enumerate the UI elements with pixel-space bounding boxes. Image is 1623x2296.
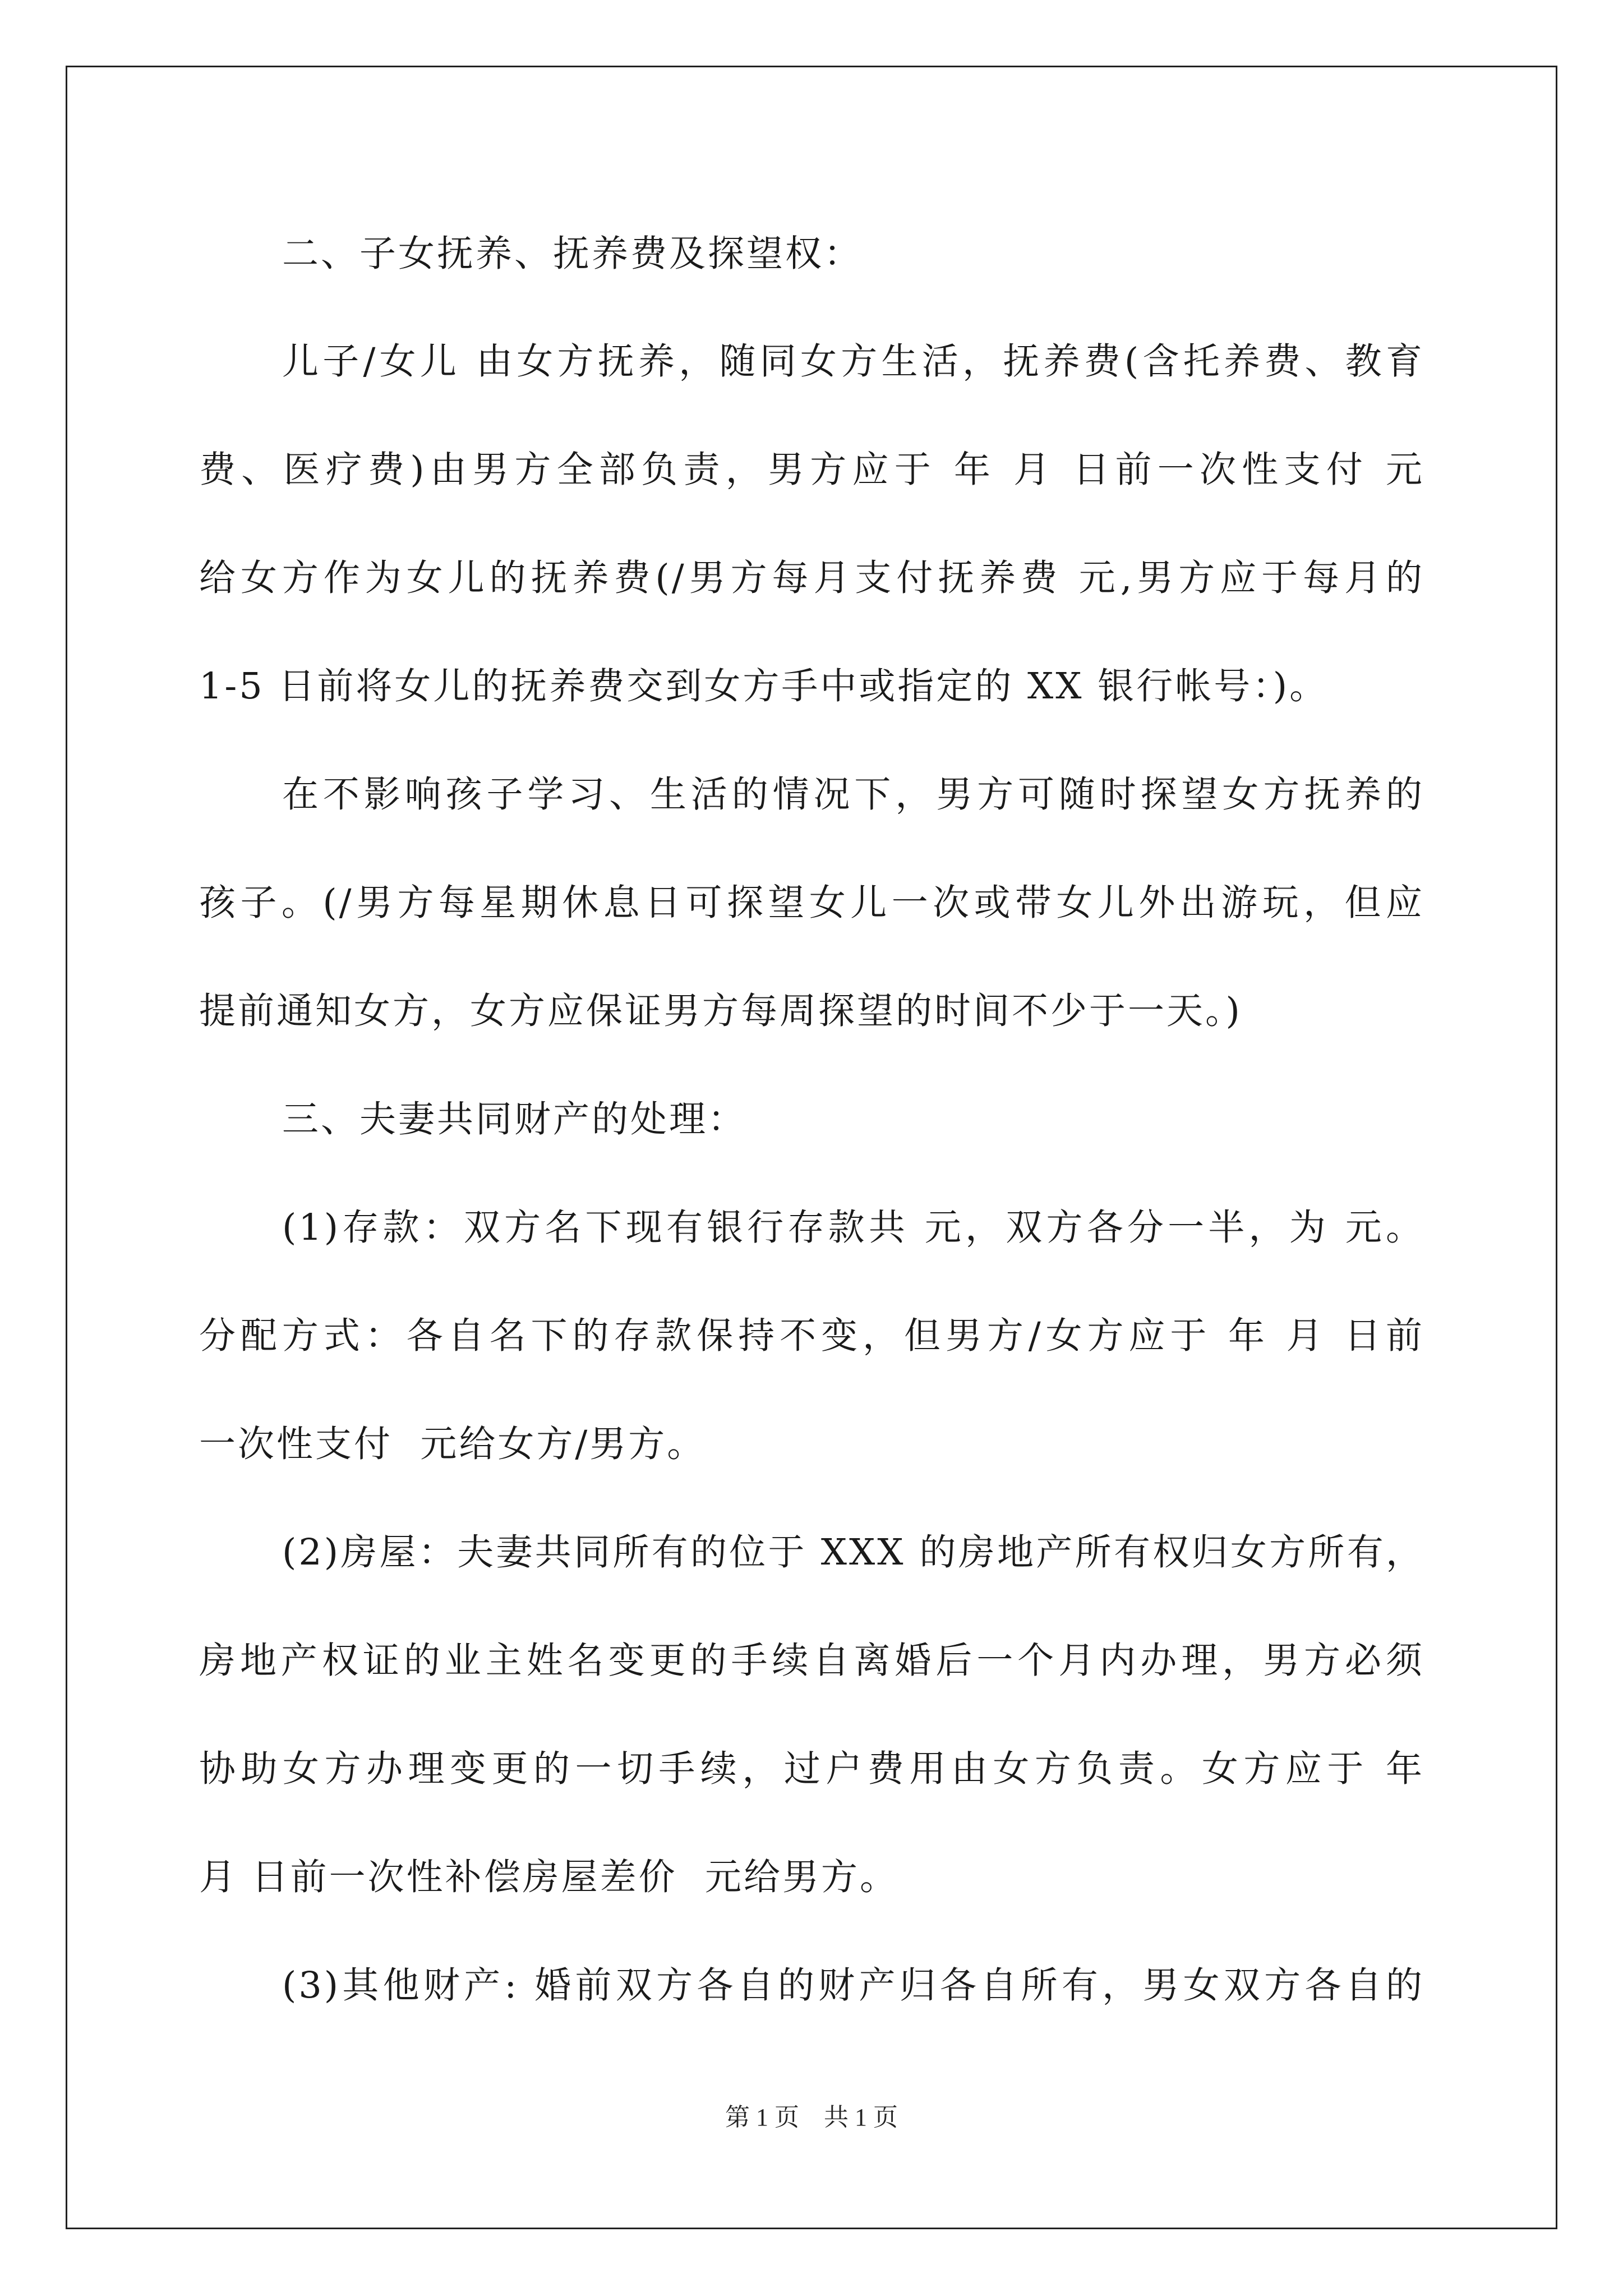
page-number-footer: 第 1 页 共 1 页 [725, 2104, 898, 2131]
section-heading-property: 三、夫妻共同财产的处理： [282, 1098, 747, 1140]
paragraph-line: (2)房屋：夫妻共同所有的位于 XXX 的房地产所有权归女方所有， [282, 1531, 1424, 1573]
paragraph-line: 在不影响孩子学习、生活的情况下，男方可随时探望女方抚养的 [282, 774, 1424, 816]
paragraph-line: (3)其他财产: 婚前双方各自的财产归各自所有，男女双方各自的 [282, 1964, 1424, 2007]
paragraph-line: 儿子/女儿 由女方抚养，随同女方生活，抚养费(含托养费、教育 [282, 341, 1424, 383]
paragraph-line: (1)存款：双方名下现有银行存款共 元，双方各分一半，为 元。 [282, 1207, 1424, 1249]
paragraph-line: 一次性支付 元给女方/男方。 [199, 1423, 706, 1465]
document-body [199, 168, 1424, 2009]
paragraph-line: 给女方作为女儿的抚养费(/男方每月支付抚养费 元,男方应于每月的 [199, 557, 1424, 599]
paragraph-line: 孩子。(/男方每星期休息日可探望女儿一次或带女儿外出游玩，但应 [199, 882, 1424, 924]
paragraph-line: 费、医疗费)由男方全部负责，男方应于 年 月 日前一次性支付 元 [199, 449, 1424, 491]
section-heading-custody: 二、子女抚养、抚养费及探望权： [282, 233, 863, 275]
paragraph-line: 1-5 日前将女儿的抚养费交到女方手中或指定的 XX 银行帐号：)。 [199, 665, 1329, 707]
paragraph-line: 月 日前一次性补偿房屋差价 元给男方。 [199, 1856, 898, 1898]
paragraph-line: 提前通知女方，女方应保证男方每周探望的时间不少于一天。) [199, 990, 1242, 1032]
paragraph-line: 房地产权证的业主姓名变更的手续自离婚后一个月内办理，男方必须 [199, 1640, 1424, 1682]
paragraph-line: 协助女方办理变更的一切手续，过户费用由女方负责。女方应于 年 [199, 1748, 1424, 1790]
paragraph-line: 分配方式：各自名下的存款保持不变，但男方/女方应于 年 月 日前 [199, 1315, 1424, 1357]
